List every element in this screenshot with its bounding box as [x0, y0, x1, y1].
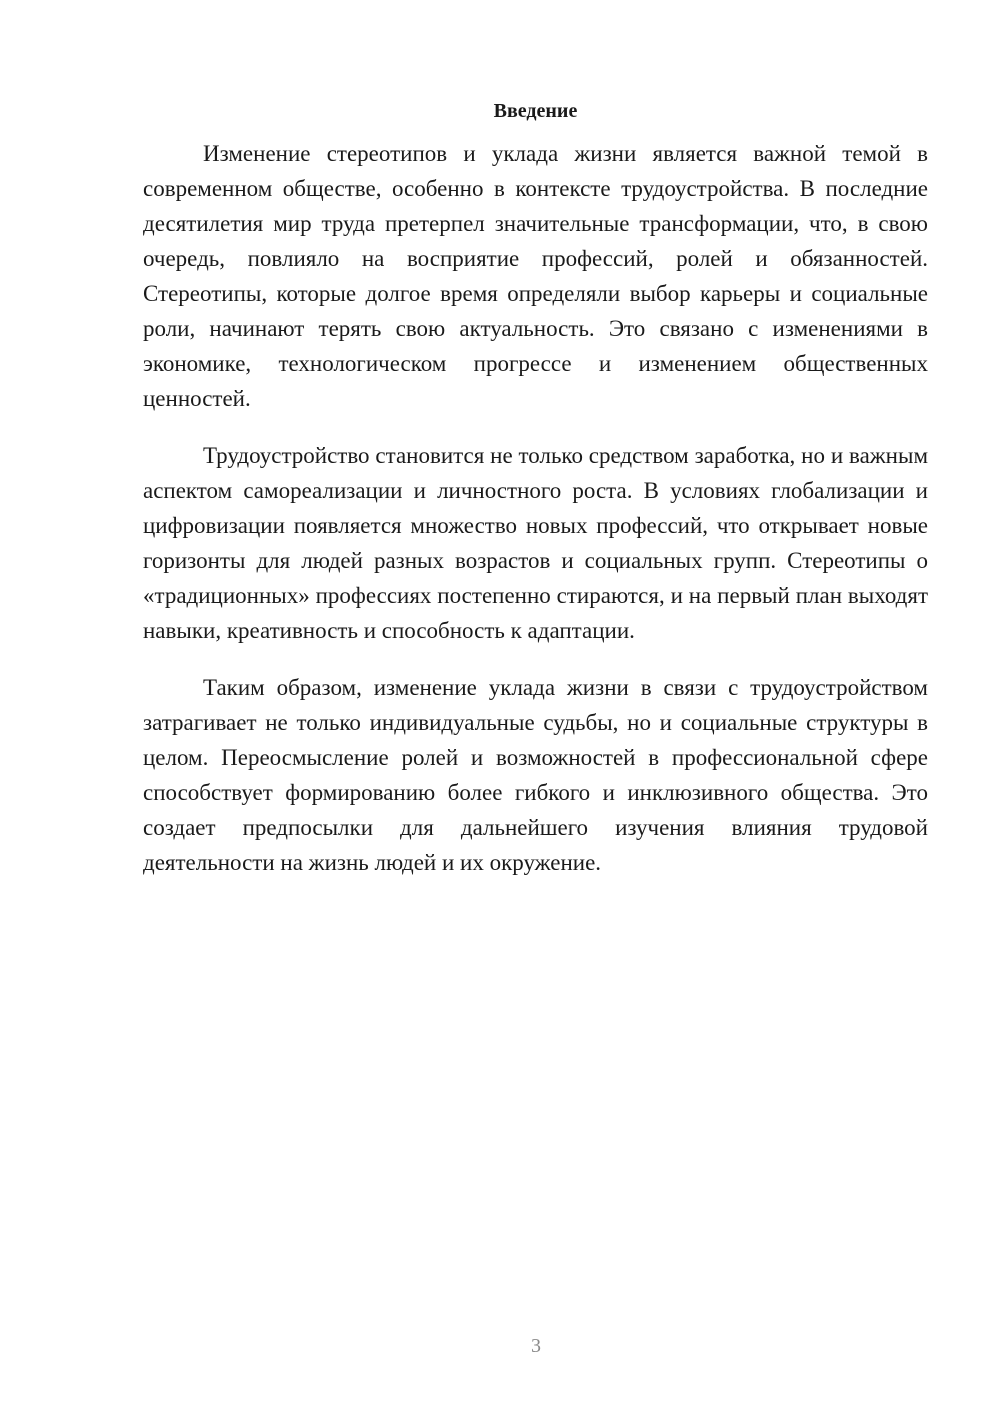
paragraph-1: Изменение стереотипов и уклада жизни является важной темой в современном обществе, особенно в контексте трудоустройства. В последние десятилетия мир труда претерпел значительные трансформации, что, в свою очередь, повлияло на восприятие профессий, ролей и обязанностей. Стереотипы, которые долгое время определяли выбор карьеры и социальные роли, начинают терять свою актуальность. Это связано с изменениями в экономике, технологическом прогрессе и изменением общественных ценностей. — [143, 141, 928, 411]
paragraph-2: Трудоустройство становится не только средством заработка, но и важным аспектом самореализации и личностного роста. В условиях глобализации и цифровизации появляется множество новых профессий, что открывает новые горизонты для людей разных возрастов и социальных групп. Стереотипы о «традиционных» профессиях постепенно стираются, и на первый план выходят навыки, креативность и способность к адаптации. — [143, 443, 928, 643]
paragraph-3: Таким образом, изменение уклада жизни в связи с трудоустройством затрагивает не только индивидуальные судьбы, но и социальные структуры в целом. Переосмысление ролей и возможностей в профессиональной сфере способствует формированию более гибкого и инклюзивного общества. Это создает предпосылки для дальнейшего изучения влияния трудовой деятельности на жизнь людей и их окружение. — [143, 675, 928, 875]
page-content — [143, 96, 928, 902]
page-number: 3 — [531, 1335, 541, 1357]
section-heading: Введение — [493, 100, 578, 122]
